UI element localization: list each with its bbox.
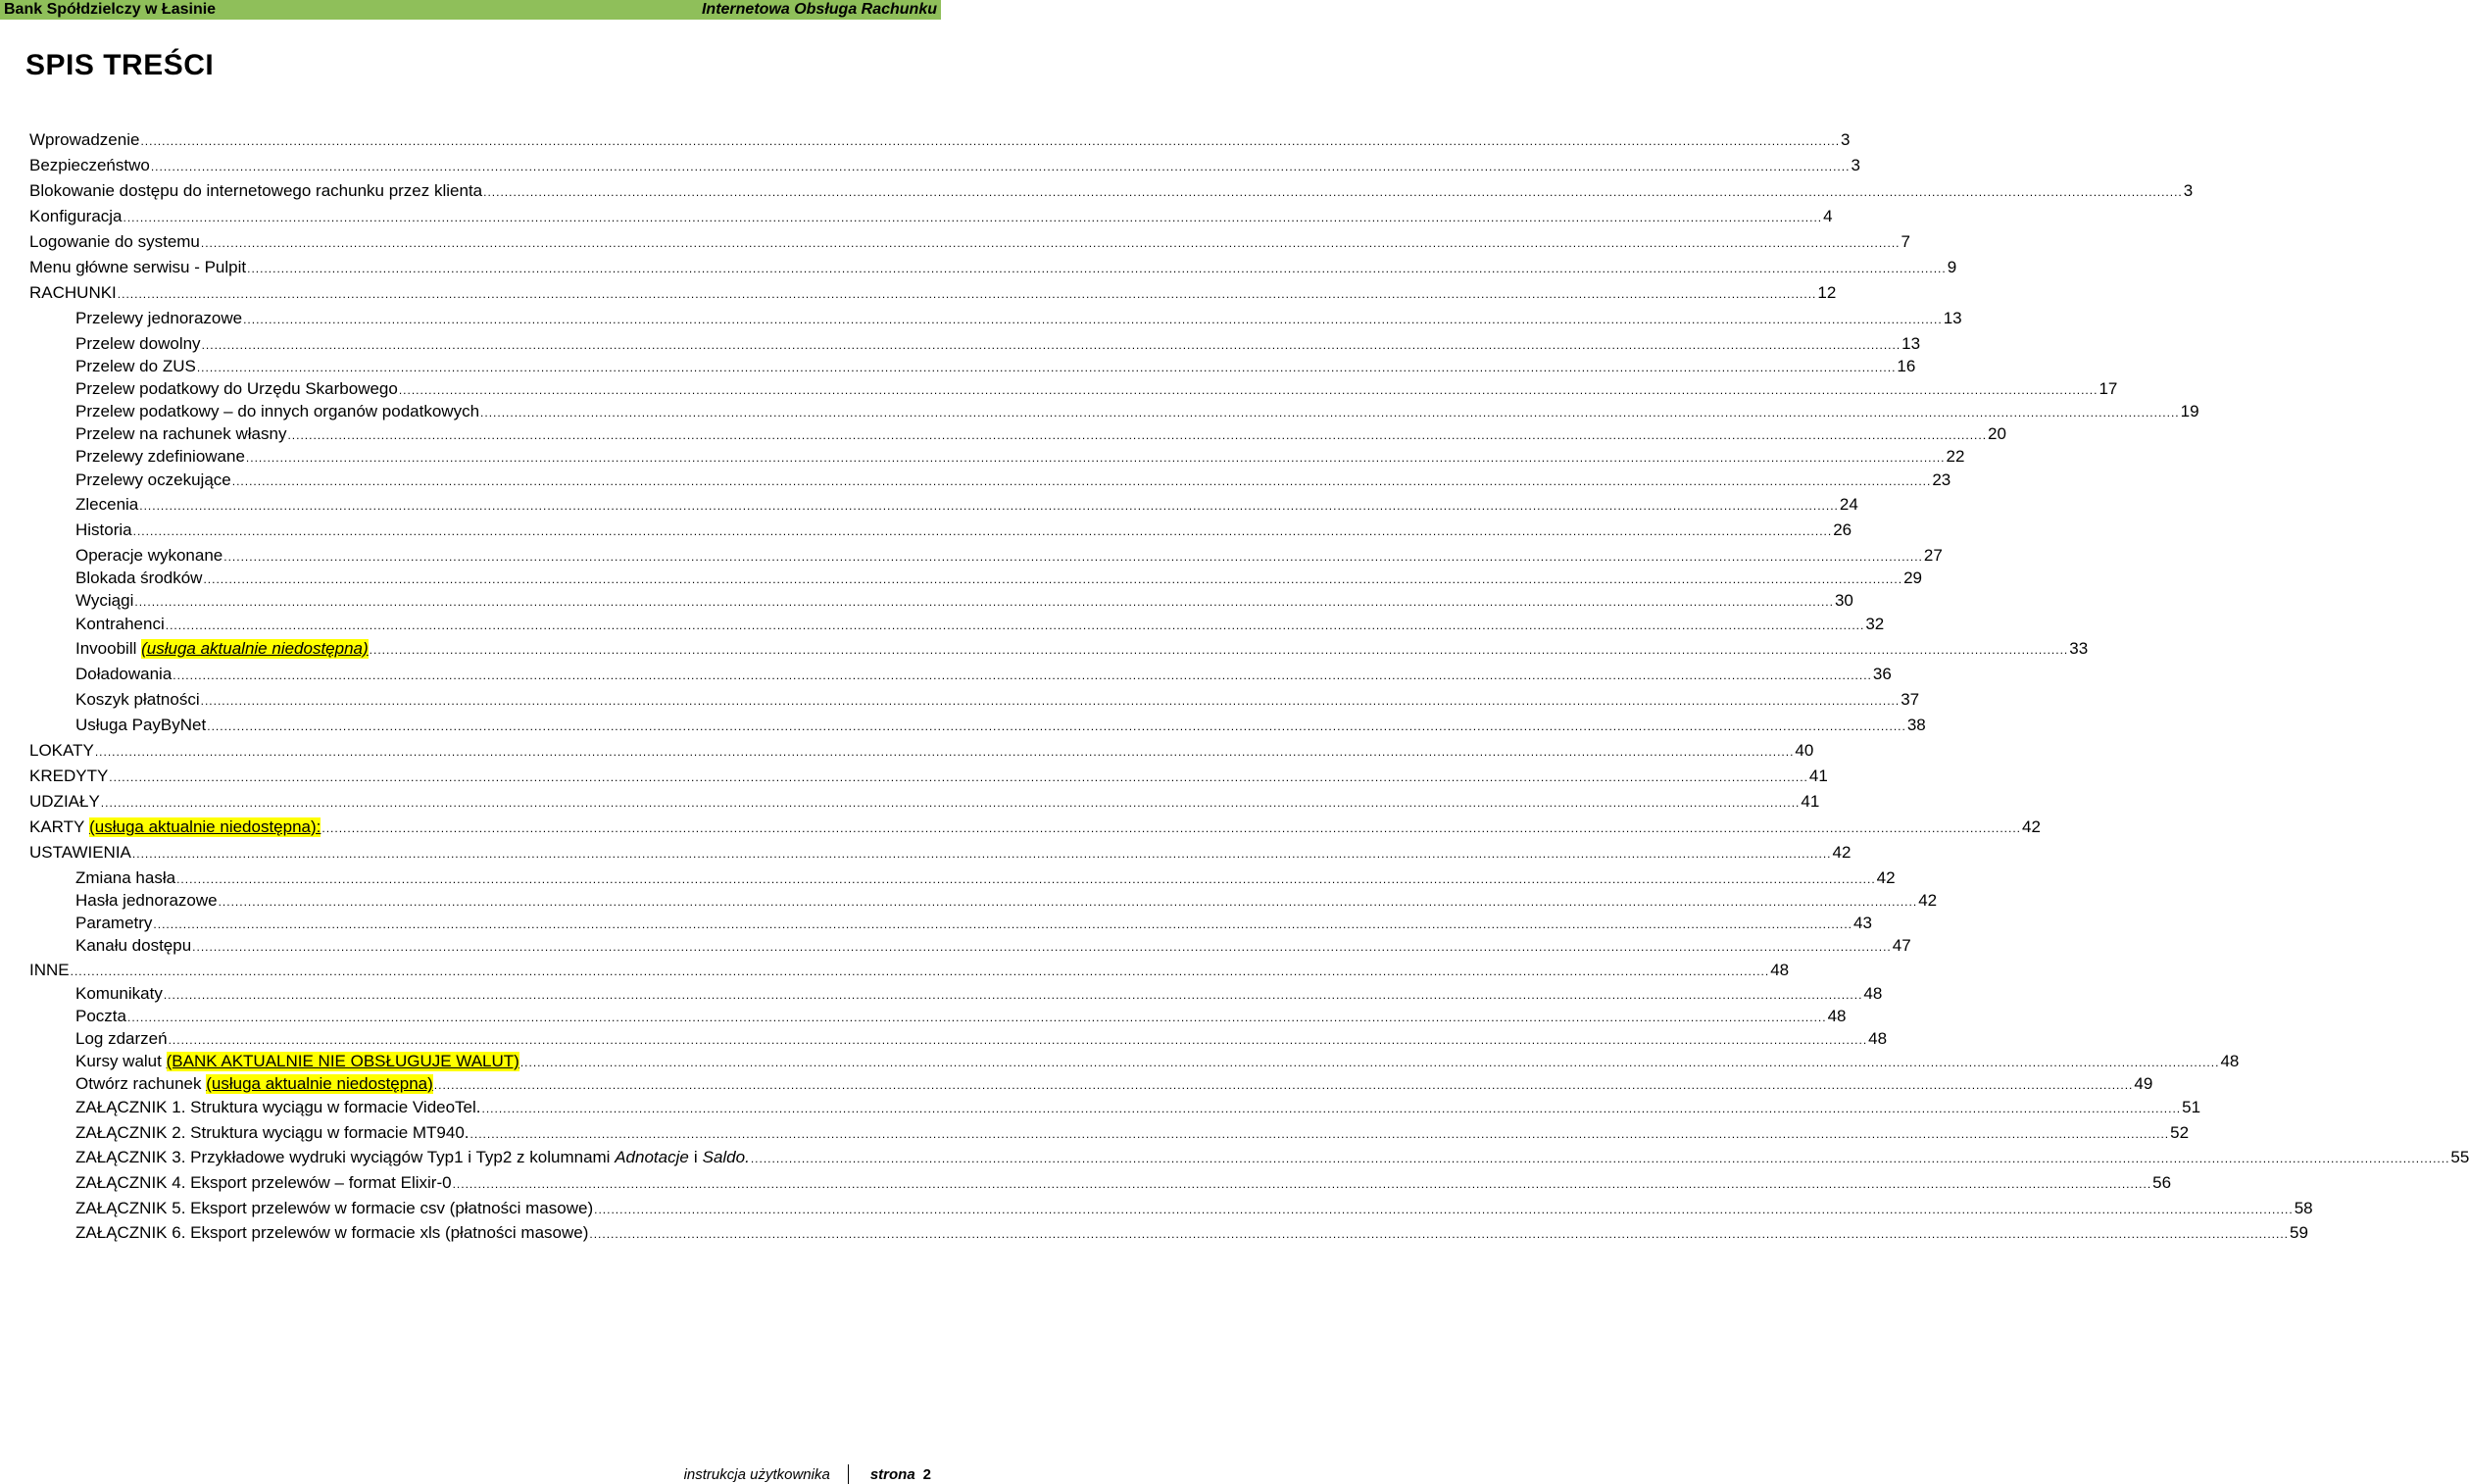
footer-separator (848, 1464, 849, 1484)
toc-entry-label: ZAŁĄCZNIK 3. Przykładowe wydruki wyciągów Typ1 i Typ2 z kolumnami (75, 1148, 611, 1166)
toc-entry[interactable] (75, 569, 1922, 588)
header-bar (0, 0, 941, 20)
toc-entry[interactable] (75, 470, 1951, 490)
toc-entry-label: ZAŁĄCZNIK 5. Eksport przelewów w formacie csv (płatności masowe) (75, 1199, 594, 1217)
toc-leader-dots: ................................................................................................................................................................................................................................................................................................................................................................................................................ (480, 406, 2180, 420)
toc-entry-label: Przelew podatkowy – do innych organów podatkowych (75, 402, 480, 420)
toc-entry-page: 58 (2294, 1199, 2313, 1217)
toc-entry[interactable] (75, 690, 1920, 710)
toc-leader-dots: ................................................................................................................................................................................................................................................................................................................................................................................................................ (452, 1177, 2152, 1191)
toc-entry[interactable] (75, 665, 1892, 684)
toc-leader-dots: ................................................................................................................................................................................................................................................................................................................................................................................................................ (165, 618, 1865, 632)
toc-entry-page: 13 (1943, 309, 1962, 327)
toc-leader-dots: ................................................................................................................................................................................................................................................................................................................................................................................................................ (481, 1102, 2182, 1115)
toc-entry-label: Przelewy zdefiniowane (75, 447, 245, 466)
toc-entry-label: Przelewy jednorazowe (75, 309, 243, 327)
toc-entry-note: (usługa aktualnie niedostępna) (141, 639, 369, 658)
toc-entry[interactable] (29, 181, 2194, 201)
toc-entry[interactable] (29, 283, 1837, 303)
toc-entry-page: 42 (1918, 891, 1938, 910)
toc-leader-dots: ................................................................................................................................................................................................................................................................................................................................................................................................................ (132, 524, 1833, 538)
toc-entry-page: 27 (1923, 546, 1943, 565)
toc-entry[interactable] (29, 767, 1828, 786)
toc-entry-page: 48 (1827, 1007, 1847, 1025)
toc-entry-note: (usługa aktualnie niedostępna) (206, 1074, 433, 1093)
toc-entry[interactable] (75, 615, 1885, 634)
toc-entry[interactable] (29, 232, 1910, 252)
footer (684, 1464, 931, 1484)
toc-entry-page: 48 (1863, 984, 1883, 1003)
toc-leader-dots: ................................................................................................................................................................................................................................................................................................................................................................................................................ (287, 428, 1988, 442)
toc-entry[interactable] (29, 817, 2041, 837)
toc-leader-dots: ................................................................................................................................................................................................................................................................................................................................................................................................................ (200, 694, 1901, 708)
toc-entry-label: INNE (29, 961, 70, 979)
toc-entry[interactable] (75, 357, 1916, 376)
toc-entry[interactable] (75, 424, 2006, 444)
toc-entry-page: 3 (1841, 130, 1851, 149)
toc-entry-label: ZAŁĄCZNIK 4. Eksport przelewów – format Elixir-0 (75, 1173, 452, 1192)
toc-entry[interactable] (75, 1074, 2153, 1094)
toc-entry-label: Log zdarzeń (75, 1029, 168, 1048)
toc-entry[interactable] (75, 591, 1853, 611)
service-name: Internetowa Obsługa Rachunku (701, 1, 937, 18)
toc-entry-page: 41 (1808, 767, 1828, 785)
toc-entry-page: 51 (2182, 1098, 2201, 1116)
toc-entry[interactable] (29, 130, 1851, 150)
toc-entry-label: Przelewy oczekujące (75, 470, 231, 489)
toc-entry-page: 3 (1851, 156, 1860, 174)
toc-entry[interactable] (29, 792, 1820, 812)
toc-entry[interactable] (29, 843, 1852, 863)
toc-entry-label: Logowanie do systemu (29, 232, 200, 251)
toc-entry[interactable] (75, 1007, 1847, 1026)
toc-entry[interactable] (75, 1223, 2308, 1243)
toc-entry[interactable] (75, 1098, 2201, 1117)
toc-leader-dots: ................................................................................................................................................................................................................................................................................................................................................................................................................ (134, 595, 1834, 609)
toc-entry-label: Blokada środków (75, 569, 203, 587)
toc-entry[interactable] (75, 1148, 2469, 1167)
toc-leader-dots: ................................................................................................................................................................................................................................................................................................................................................................................................................ (109, 770, 1808, 784)
toc-leader-dots: ................................................................................................................................................................................................................................................................................................................................................................................................................ (203, 572, 1903, 586)
toc-entry[interactable] (75, 495, 1858, 515)
toc-leader-dots: ................................................................................................................................................................................................................................................................................................................................................................................................................ (139, 499, 1839, 513)
toc-entry-label: Parametry (75, 914, 153, 932)
toc-entry-page: 19 (2180, 402, 2199, 420)
toc-leader-dots: ................................................................................................................................................................................................................................................................................................................................................................................................................ (589, 1227, 2289, 1241)
toc-entry-page: 47 (1892, 936, 1911, 955)
toc-leader-dots: ................................................................................................................................................................................................................................................................................................................................................................................................................ (750, 1152, 2450, 1165)
toc-leader-dots: ................................................................................................................................................................................................................................................................................................................................................................................................................ (594, 1203, 2294, 1216)
toc-entry-page: 40 (1795, 741, 1814, 760)
toc-leader-dots: ................................................................................................................................................................................................................................................................................................................................................................................................................ (245, 451, 1946, 465)
footer-page-number: 2 (922, 1465, 931, 1483)
toc-entry-page: 38 (1906, 716, 1926, 734)
toc-entry-note: (BANK AKTUALNIE NIE OBSŁUGUJE WALUT) (166, 1052, 519, 1070)
footer-page-label: strona (869, 1465, 915, 1483)
toc-entry-note: (usługa aktualnie niedostępna): (89, 817, 321, 836)
toc-entry[interactable] (29, 741, 1814, 761)
toc-entry-page: 48 (1770, 961, 1790, 979)
toc-entry[interactable] (29, 156, 1860, 175)
toc-entry-label: Koszyk płatności (75, 690, 200, 709)
toc-entry-page: 29 (1903, 569, 1922, 587)
footer-manual-label: instrukcja użytkownika (683, 1465, 830, 1483)
toc-entry-page: 48 (1868, 1029, 1888, 1048)
toc-entry-label: Usługa PayByNet (75, 716, 207, 734)
toc-leader-dots: ................................................................................................................................................................................................................................................................................................................................................................................................................ (469, 1127, 2170, 1141)
toc-leader-dots: ................................................................................................................................................................................................................................................................................................................................................................................................................ (398, 383, 2099, 397)
toc-entry[interactable] (75, 1173, 2172, 1193)
toc-entry-page: 4 (1823, 207, 1833, 225)
toc-entry[interactable] (75, 984, 1883, 1004)
toc-entry-label: Zmiana hasła (75, 868, 176, 887)
toc-entry-page: 42 (1832, 843, 1852, 862)
toc-entry-label: Zlecenia (75, 495, 139, 514)
toc-entry-page: 7 (1901, 232, 1910, 251)
toc-entry[interactable] (29, 961, 1790, 980)
toc-entry-page: 30 (1834, 591, 1853, 610)
toc-entry-label: KARTY (29, 817, 85, 836)
toc-leader-dots: ................................................................................................................................................................................................................................................................................................................................................................................................................ (123, 211, 1823, 224)
toc-entry-page: 13 (1901, 334, 1921, 353)
toc-entry-label: Menu główne serwisu - Pulpit (29, 258, 247, 276)
toc-entry-italic-term: Adnotacje (615, 1148, 689, 1166)
toc-entry-label: Przelew podatkowy do Urzędu Skarbowego (75, 379, 398, 398)
toc-entry-label: Kontrahenci (75, 615, 165, 633)
toc-entry-page: 17 (2099, 379, 2118, 398)
toc-entry-page: 52 (2170, 1123, 2190, 1142)
toc-leader-dots: ................................................................................................................................................................................................................................................................................................................................................................................................................ (100, 796, 1801, 810)
toc-entry[interactable] (75, 639, 2089, 659)
toc-leader-dots: ................................................................................................................................................................................................................................................................................................................................................................................................................ (483, 185, 2183, 199)
toc-leader-dots: ................................................................................................................................................................................................................................................................................................................................................................................................................ (140, 134, 1841, 148)
toc-entry[interactable] (75, 334, 1921, 354)
toc-entry[interactable] (75, 914, 1872, 933)
toc-leader-dots: ................................................................................................................................................................................................................................................................................................................................................................................................................ (321, 821, 2021, 835)
toc-entry-page: 12 (1817, 283, 1837, 302)
toc-entry[interactable] (75, 546, 1943, 566)
toc-leader-dots: ................................................................................................................................................................................................................................................................................................................................................................................................................ (173, 668, 1872, 682)
toc-entry-page: 36 (1872, 665, 1892, 683)
toc-entry-page: 32 (1865, 615, 1885, 633)
toc-entry[interactable] (75, 716, 1926, 735)
toc-leader-dots: ................................................................................................................................................................................................................................................................................................................................................................................................................ (94, 745, 1795, 759)
toc-entry-label: LOKATY (29, 741, 94, 760)
toc-entry-label: Doładowania (75, 665, 173, 683)
toc-entry-label: Komunikaty (75, 984, 163, 1003)
toc-entry-page: 55 (2450, 1148, 2469, 1166)
toc-entry[interactable] (75, 1199, 2313, 1218)
toc-entry-page: 33 (2069, 639, 2089, 658)
toc-entry-label: Operacje wykonane (75, 546, 223, 565)
toc-entry-conjunction: i (693, 1148, 698, 1166)
bank-name: Bank Spółdzielczy w Łasinie (4, 1, 217, 18)
toc-entry-label: Poczta (75, 1007, 126, 1025)
toc-leader-dots: ................................................................................................................................................................................................................................................................................................................................................................................................................ (231, 474, 1932, 488)
toc-entry-page: 43 (1853, 914, 1872, 932)
toc-entry-label: Wyciągi (75, 591, 134, 610)
toc-entry-page: 42 (1876, 868, 1896, 887)
toc-entry-page: 16 (1897, 357, 1916, 375)
toc-leader-dots: ................................................................................................................................................................................................................................................................................................................................................................................................................ (131, 847, 1832, 861)
toc-entry-page: 42 (2021, 817, 2041, 836)
toc-entry-label: Konfiguracja (29, 207, 123, 225)
toc-leader-dots: ................................................................................................................................................................................................................................................................................................................................................................................................................ (150, 160, 1851, 173)
toc-entry-page: 26 (1833, 520, 1852, 539)
toc-leader-dots: ................................................................................................................................................................................................................................................................................................................................................................................................................ (192, 940, 1892, 954)
toc-leader-dots: ................................................................................................................................................................................................................................................................................................................................................................................................................ (117, 287, 1817, 301)
toc-leader-dots: ................................................................................................................................................................................................................................................................................................................................................................................................................ (218, 895, 1918, 909)
toc-leader-dots: ................................................................................................................................................................................................................................................................................................................................................................................................................ (433, 1078, 2134, 1092)
toc-entry-page: 49 (2134, 1074, 2153, 1093)
toc-entry[interactable] (75, 1123, 2190, 1143)
toc-entry-page: 41 (1801, 792, 1820, 811)
toc-entry[interactable] (75, 402, 2199, 421)
toc-entry-label: ZAŁĄCZNIK 1. Struktura wyciągu w formacie VideoTel. (75, 1098, 481, 1116)
toc-entry[interactable] (29, 207, 1833, 226)
toc-entry-label: Blokowanie dostępu do internetowego rachunku przez klienta (29, 181, 483, 200)
toc-leader-dots: ................................................................................................................................................................................................................................................................................................................................................................................................................ (243, 313, 1943, 326)
toc-entry-page: 20 (1988, 424, 2006, 443)
toc-entry[interactable] (75, 447, 1965, 467)
toc-entry-page: 56 (2152, 1173, 2172, 1192)
toc-entry-page: 37 (1901, 690, 1920, 709)
toc-entry-label: Przelew do ZUS (75, 357, 196, 375)
toc-entry-label: ZAŁĄCZNIK 2. Struktura wyciągu w formacie MT940. (75, 1123, 469, 1142)
toc-entry-label: UDZIAŁY (29, 792, 100, 811)
toc-leader-dots: ................................................................................................................................................................................................................................................................................................................................................................................................................ (369, 643, 2069, 657)
toc-entry[interactable] (75, 1052, 2240, 1071)
page-title: SPIS TREŚCI (25, 49, 215, 81)
toc-entry-label: Przelew na rachunek własny (75, 424, 287, 443)
toc-entry-label: RACHUNKI (29, 283, 117, 302)
toc-entry-label: KREDYTY (29, 767, 109, 785)
toc-entry-label: Kanału dostępu (75, 936, 192, 955)
toc-entry-label: Bezpieczeństwo (29, 156, 150, 174)
toc-entry-label: USTAWIENIA (29, 843, 131, 862)
toc-leader-dots: ................................................................................................................................................................................................................................................................................................................................................................................................................ (519, 1056, 2220, 1069)
toc-entry-label: Historia (75, 520, 132, 539)
toc-leader-dots: ................................................................................................................................................................................................................................................................................................................................................................................................................ (70, 965, 1770, 978)
toc-entry-label: Przelew dowolny (75, 334, 201, 353)
toc-leader-dots: ................................................................................................................................................................................................................................................................................................................................................................................................................ (201, 338, 1901, 352)
toc-entry[interactable] (75, 309, 1962, 328)
toc-leader-dots: ................................................................................................................................................................................................................................................................................................................................................................................................................ (168, 1033, 1868, 1047)
toc-entry-page: 48 (2220, 1052, 2240, 1070)
toc-entry-page: 22 (1946, 447, 1965, 466)
toc-entry-italic-term: Saldo. (702, 1148, 750, 1166)
toc-entry[interactable] (29, 258, 1957, 277)
toc-leader-dots: ................................................................................................................................................................................................................................................................................................................................................................................................................ (247, 262, 1947, 275)
toc-entry[interactable] (75, 1029, 1888, 1049)
toc-entry-label: Wprowadzenie (29, 130, 140, 149)
toc-leader-dots: ................................................................................................................................................................................................................................................................................................................................................................................................................ (126, 1011, 1827, 1024)
toc-entry[interactable] (75, 891, 1938, 911)
toc-entry-label: Hasła jednorazowe (75, 891, 218, 910)
toc-entry-page: 24 (1839, 495, 1858, 514)
toc-entry-page: 59 (2289, 1223, 2308, 1242)
toc-leader-dots: ................................................................................................................................................................................................................................................................................................................................................................................................................ (163, 988, 1863, 1002)
toc-entry[interactable] (75, 936, 1911, 956)
toc-leader-dots: ................................................................................................................................................................................................................................................................................................................................................................................................................ (207, 719, 1906, 733)
toc-entry-label: Otwórz rachunek (75, 1074, 202, 1093)
toc-leader-dots: ................................................................................................................................................................................................................................................................................................................................................................................................................ (223, 550, 1923, 564)
toc-leader-dots: ................................................................................................................................................................................................................................................................................................................................................................................................................ (176, 872, 1876, 886)
toc-entry-page: 9 (1947, 258, 1957, 276)
toc-entry-page: 23 (1932, 470, 1951, 489)
toc-entry-page: 3 (2183, 181, 2194, 200)
toc-leader-dots: ................................................................................................................................................................................................................................................................................................................................................................................................................ (153, 917, 1853, 931)
toc-entry-label: ZAŁĄCZNIK 6. Eksport przelewów w formacie xls (płatności masowe) (75, 1223, 589, 1242)
toc-entry[interactable] (75, 520, 1852, 540)
toc-entry-label: Kursy walut (75, 1052, 162, 1070)
toc-leader-dots: ................................................................................................................................................................................................................................................................................................................................................................................................................ (200, 236, 1901, 250)
toc-entry[interactable] (75, 379, 2118, 399)
toc-entry[interactable] (75, 868, 1896, 888)
toc-leader-dots: ................................................................................................................................................................................................................................................................................................................................................................................................................ (196, 361, 1897, 374)
toc-entry-label: Invoobill (75, 639, 137, 658)
